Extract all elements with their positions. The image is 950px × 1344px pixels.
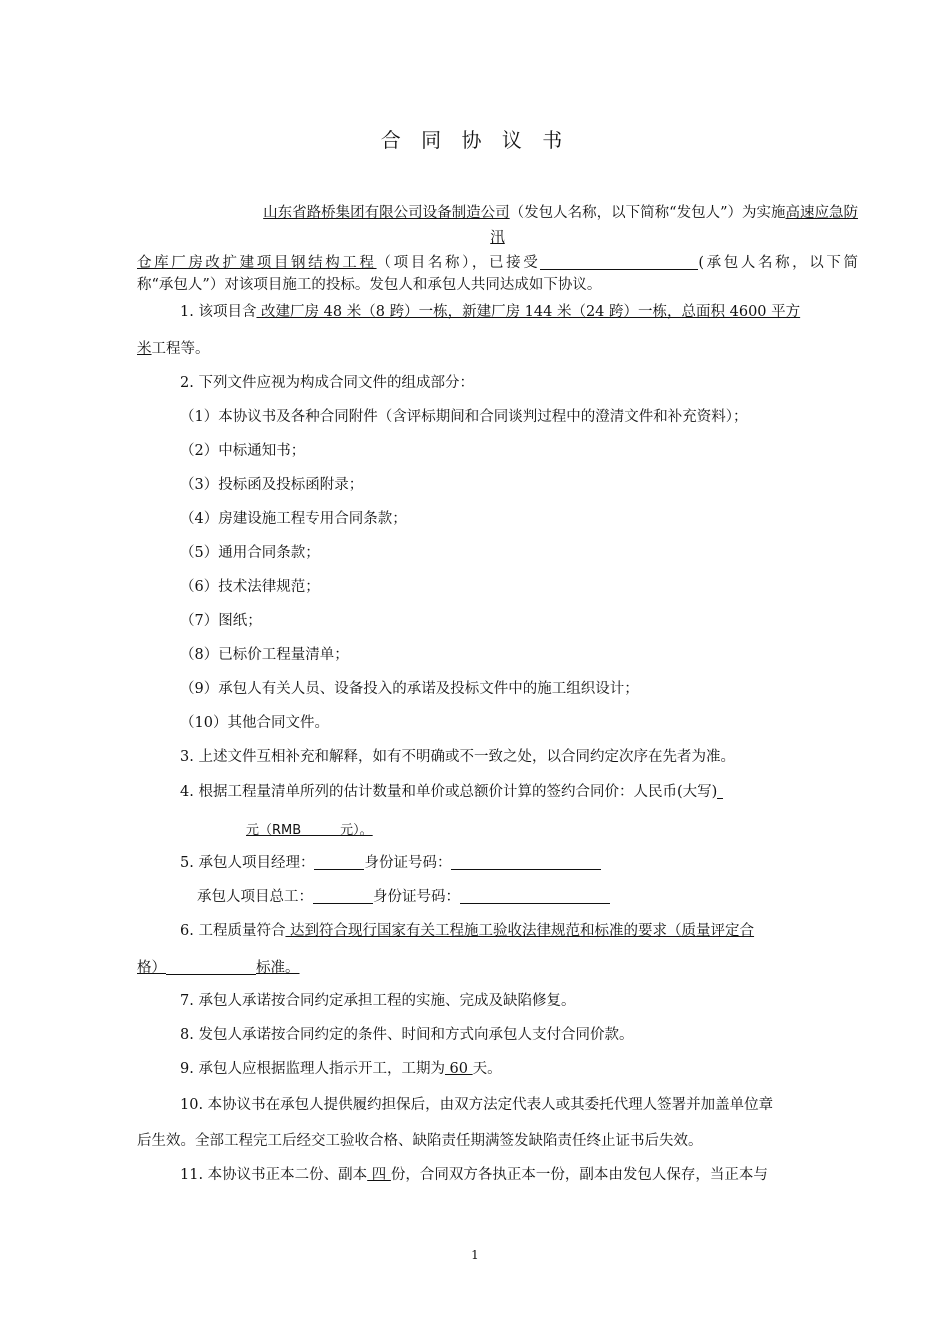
- item-8: 8. 发包人承诺按合同约定的条件、时间和方式向承包人支付合同价款。: [180, 1027, 634, 1043]
- project-name-3: 仓库厂房改扩建项目钢结构工程: [137, 255, 377, 271]
- pm-id-label: 身份证号码：: [364, 855, 452, 871]
- intro-line-2: [137, 228, 858, 248]
- doc-item: （2）中标通知书；: [180, 443, 306, 459]
- copies-count: 四: [367, 1167, 391, 1183]
- item-11-suffix: 份，合同双方各执正本一份，副本由发包人保存，当正本与: [390, 1167, 768, 1183]
- duration-days: 60: [444, 1061, 473, 1077]
- item-2: 2. 下列文件应视为构成合同文件的组成部分：: [180, 375, 474, 391]
- item-1-scope-end: 米: [137, 341, 152, 357]
- item-1-line-1: [180, 302, 858, 322]
- doc-item: （7）图纸；: [180, 613, 262, 629]
- intro-line-3: [137, 253, 858, 273]
- employer-name: 山东省路桥集团有限公司设备制造公司: [263, 205, 510, 221]
- intro-line-1: [137, 203, 858, 223]
- document-title: 合 同 协 议 书: [380, 128, 570, 152]
- pm-id-blank: [451, 855, 601, 870]
- chief-label: 承包人项目总工：: [197, 889, 313, 905]
- item-11-prefix: 11. 本协议书正本二份、副本: [180, 1167, 368, 1183]
- item-1-line-2: [137, 339, 858, 359]
- chief-id-blank: [460, 889, 610, 904]
- pm-label: 5. 承包人项目经理：: [180, 855, 315, 871]
- item-7: 7. 承包人承诺按合同约定承担工程的实施、完成及缺陷修复。: [180, 993, 576, 1009]
- intro-text-2: （项目名称），已接受: [376, 255, 541, 271]
- doc-item: （3）投标函及投标函附录；: [180, 477, 364, 493]
- item-11: [180, 1165, 858, 1185]
- project-name-2: 汛: [490, 230, 505, 246]
- item-5-line-2: [197, 887, 858, 907]
- item-6-line-2: [137, 958, 858, 978]
- page-number: 1: [471, 1248, 479, 1262]
- doc-item: （6）技术法律规范；: [180, 579, 320, 595]
- quality-blank: [166, 960, 256, 975]
- doc-item: （1）本协议书及各种合同附件（含评标期间和合同谈判过程中的澄清文件和补充资料）；: [180, 409, 748, 425]
- chief-blank: [313, 889, 373, 904]
- doc-item: （8）已标价工程量清单；: [180, 647, 349, 663]
- intro-line-4: 称“承包人”）对该项目施工的投标。发包人和承包人共同达成如下协议。: [137, 277, 602, 293]
- item-1-scope: 改建厂房 48 米（8 跨）一栋，新建厂房 144 米（24 跨）一栋，总面积 4600 平方: [256, 304, 801, 320]
- item-6-prefix: 6. 工程质量符合: [180, 923, 286, 939]
- quality-suffix: 标准。: [256, 960, 300, 976]
- item-10-line-1: 10. 本协议书在承包人提供履约担保后，由双方法定代表人或其委托代理人签署并加盖单位章: [180, 1097, 774, 1113]
- item-9-prefix: 9. 承包人应根据监理人指示开工，工期为: [180, 1061, 445, 1077]
- item-6-line-1: [180, 921, 858, 941]
- doc-item: （4）房建设施工程专用合同条款；: [180, 511, 407, 527]
- pm-blank: [314, 855, 364, 870]
- item-10-line-2: 后生效。全部工程完工后经交工验收合格、缺陷责任期满签发缺陷责任终止证书后失效。: [137, 1133, 703, 1149]
- doc-item: （10）其他合同文件。: [180, 715, 329, 731]
- item-4-text: 4. 根据工程量清单所列的估计数量和单价或总额价计算的签约合同价：人民币(大写): [180, 784, 718, 800]
- item-5-line-1: [180, 853, 858, 873]
- item-9: [180, 1059, 858, 1079]
- item-3: 3. 上述文件互相补充和解释，如有不明确或不一致之处，以合同约定次序在先者为准。: [180, 749, 735, 765]
- chief-id-label: 身份证号码：: [373, 889, 460, 905]
- doc-item: （5）通用合同条款；: [180, 545, 320, 561]
- intro-text-3: (承包人名称，以下简: [698, 255, 859, 271]
- item-1-prefix: 1. 该项目含: [180, 304, 257, 320]
- intro-text: （发包人名称，以下简称“发包人”）为实施: [509, 205, 786, 221]
- amount-blank: [717, 784, 723, 799]
- item-9-suffix: 天。: [472, 1061, 502, 1077]
- item-4-amount: [246, 820, 646, 841]
- quality-standard-end: 格）: [137, 960, 166, 976]
- item-1-suffix: 工程等。: [151, 341, 210, 357]
- contract-amount: 元（RMB 元）。: [246, 823, 373, 838]
- project-name-1: 高速应急防: [785, 205, 858, 221]
- contractor-blank: [540, 255, 698, 270]
- item-4: [180, 782, 858, 802]
- quality-standard: 达到符合现行国家有关工程施工验收法律规范和标准的要求（质量评定合: [285, 923, 755, 939]
- doc-item: （9）承包人有关人员、设备投入的承诺及投标文件中的施工组织设计；: [180, 681, 639, 697]
